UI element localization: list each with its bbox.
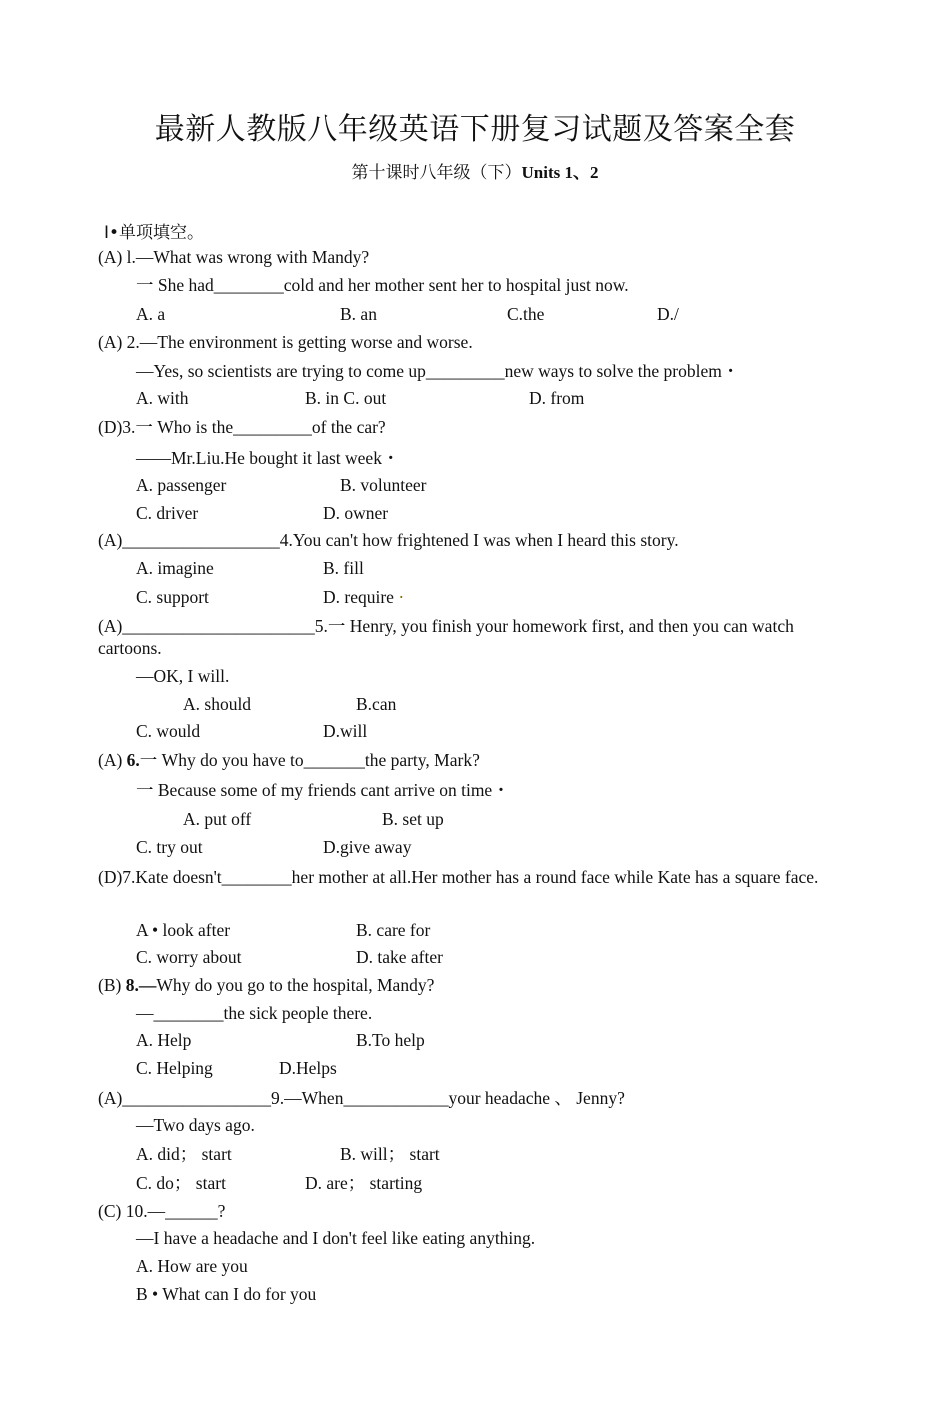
option-8b: B.To help [356, 1030, 425, 1050]
question-6-answer-line: 一 Because some of my friends cant arrive on time・ [136, 780, 510, 800]
question-7: (D)7.Kate doesn't________her mother at all.Her mother has a round face while Kate has a square face. [98, 867, 819, 887]
option-8a: A. Help [136, 1030, 192, 1050]
question-8-answer-line: —________the sick people there. [136, 1003, 373, 1023]
option-6c: C. try out [136, 837, 203, 857]
option-4a: A. imagine [136, 558, 214, 578]
option-9c: C. do； start [136, 1173, 226, 1193]
option-1a: A. a [136, 304, 166, 324]
question-8-text: Why do you go to the hospital, Mandy? [156, 975, 435, 995]
option-1b: B. an [340, 304, 377, 324]
option-2b: B. in C. out [305, 388, 387, 408]
option-6d: D.give away [323, 837, 412, 857]
question-8-number: 8.— [125, 975, 157, 995]
option-7b: B. care for [356, 920, 431, 940]
option-5d: D.will [323, 721, 368, 741]
option-1d: D./ [657, 304, 679, 324]
question-9: (A)_________________9.—When____________your headache 、 Jenny? [98, 1088, 625, 1108]
option-8d: D.Helps [279, 1058, 337, 1078]
question-1: (A) l.—What was wrong with Mandy? [98, 247, 370, 267]
question-6-number: 6. [126, 750, 140, 770]
page-title: 最新人教版八年级英语下册复习试题及答案全套 [154, 112, 796, 147]
question-9-answer-line: —Two days ago. [136, 1115, 255, 1135]
question-4: (A)__________________4.You can't how frightened I was when I heard this story. [98, 530, 679, 550]
option-9b: B. will； start [340, 1144, 440, 1164]
option-4c: C. support [136, 587, 209, 607]
question-2: (A) 2.—The environment is getting worse and worse. [98, 332, 473, 352]
option-7c: C. worry about [136, 947, 242, 967]
question-2-answer-line: —Yes, so scientists are trying to come up_________new ways to solve the problem・ [136, 361, 740, 381]
section-heading: Ⅰ•单项填空。 [104, 223, 205, 243]
option-10a: A. How are you [136, 1256, 248, 1276]
question-6-prefix: (A) [98, 750, 127, 770]
option-6b: B. set up [382, 809, 444, 829]
page-subtitle [0, 158, 950, 183]
question-10-answer-line: —I have a headache and I don't feel like eating anything. [136, 1228, 536, 1248]
question-6-text: 一 Why do you have to_______the party, Mark? [139, 750, 480, 770]
option-9d: D. are； starting [305, 1173, 423, 1193]
question-8-prefix: (B) [98, 975, 126, 995]
option-3a: A. passenger [136, 475, 227, 495]
option-3c: C. driver [136, 503, 199, 523]
question-5-answer-line: —OK, I will. [136, 666, 230, 686]
option-7d: D. take after [356, 947, 443, 967]
option-5a: A. should [183, 694, 252, 714]
option-6a: A. put off [183, 809, 252, 829]
option-3d: D. owner [323, 503, 389, 523]
question-5: (A)______________________5.一 Henry, you finish your homework first, and then you can watch cartoons. [98, 616, 794, 658]
question-1-answer-line: 一 She had________cold and her mother sent her to hospital just now. [136, 275, 629, 295]
question-3: (D)3.一 Who is the_________of the car? [98, 417, 386, 437]
question-8 [98, 974, 434, 996]
option-2a: A. with [136, 388, 189, 408]
option-4d [323, 586, 404, 608]
question-6 [98, 749, 480, 771]
option-9a: A. did； start [136, 1144, 232, 1164]
question-3-answer-line: ——Mr.Liu.He bought it last week・ [136, 448, 400, 468]
option-2d: D. from [529, 388, 585, 408]
option-7a: A • look after [136, 920, 231, 940]
bullet-dot-icon: · [398, 587, 405, 607]
subtitle-prefix: 第十课时八年级（下） [351, 163, 522, 182]
option-1c: C.the [507, 304, 545, 324]
option-10b: B • What can I do for you [136, 1284, 317, 1304]
option-4d-text: D. require [323, 587, 394, 607]
question-10: (C) 10.—______? [98, 1201, 226, 1221]
option-4b: B. fill [323, 558, 364, 578]
option-5c: C. would [136, 721, 201, 741]
option-8c: C. Helping [136, 1058, 213, 1078]
subtitle-units: Units 1、2 [521, 163, 599, 182]
option-3b: B. volunteer [340, 475, 427, 495]
option-5b: B.can [356, 694, 397, 714]
